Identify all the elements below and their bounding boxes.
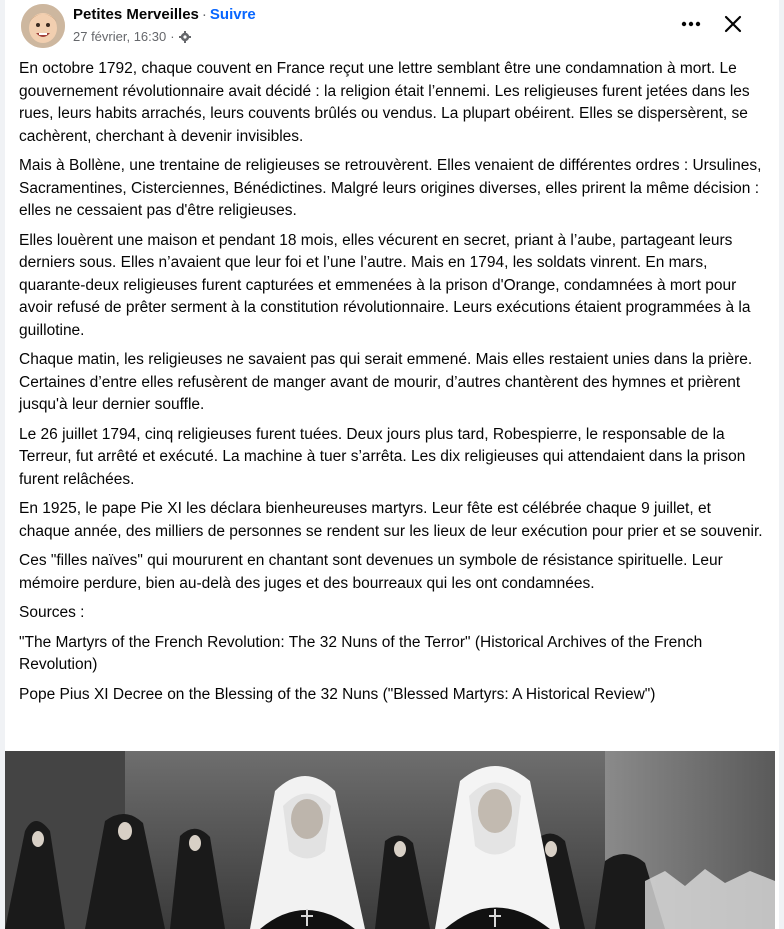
post-photo[interactable] (5, 751, 775, 929)
more-options-icon (681, 21, 701, 27)
post-header (5, 0, 779, 52)
more-options-button[interactable] (673, 8, 709, 40)
source-item: Pope Pius XI Decree on the Blessing of the 32 Nuns ("Blessed Martyrs: A Historical Review") (19, 685, 656, 703)
close-icon (724, 15, 742, 33)
post-paragraph: Ces "filles naïves" qui moururent en chantant sont devenues un symbole de résistance spirituelle. Leur mémoire perdure, bien au-delà des juges et des bourreaux qui les ont condamnées. (19, 552, 723, 592)
post-paragraph: Elles louèrent une maison et pendant 18 mois, elles vécurent en secret, priant à l’aube, partageant leurs derniers sous. Elles n’avaient que leur foi et l’une l’autre. Mais en 1794, les soldats vinrent. En mars, quarante-deux religieuses furent capturées et emmenées à la prison d'Orange, condamnées à mort pour avoir refusé de prêter serment à la constitution révolutionnaire. Leurs exécutions étaient programmées à la guillotine. (19, 231, 751, 339)
post-paragraph: En octobre 1792, chaque couvent en France reçut une lettre semblant être une condamnation à mort. Le gouvernement révolutionnaire avait décidé : la religion était l’ennemi. Les religieuses furent jetées dans les rues, leurs habits arrachés, leurs couvents brûlés ou vendus. La plupart obéirent. Elles se dispersèrent, se cachèrent, cherchant à devenir invisibles. (19, 60, 750, 145)
author-name[interactable]: Petites Merveilles (73, 6, 199, 23)
post-paragraph: En 1925, le pape Pie XI les déclara bienheureuses martyrs. Leur fête est célébrée chaque 9 juillet, et chaque année, des milliers de personnes se rendent sur les lieux de leur exécution pour prier et se souvenir. (19, 500, 763, 540)
close-button[interactable] (715, 8, 751, 40)
post-meta (73, 29, 191, 46)
post-paragraph: Chaque matin, les religieuses ne savaient pas qui serait emmené. Mais elles restaient unies dans la prière. Certaines d’entre elles refusèrent de manger avant de mourir, d’autres chantèrent des hymnes et prièrent jusqu'à leur dernier souffle. (19, 351, 753, 413)
post-timestamp[interactable]: 27 février, 16:30 (73, 29, 167, 44)
gear-icon[interactable] (179, 31, 191, 46)
avatar[interactable] (21, 4, 65, 48)
author-line (73, 6, 256, 23)
post-paragraph: Le 26 juillet 1794, cinq religieuses furent tuées. Deux jours plus tard, Robespierre, le responsable de la Terreur, fut arrêté et exécuté. La machine à tuer s’arrêta. Les dix religieuses qui attendaient dans la prison furent relâchées. (19, 425, 746, 488)
source-item: "The Martyrs of the French Revolution: The 32 Nuns of the Terror" (Historical Archives of the French Revolution) (19, 633, 703, 673)
name-separator: · (201, 6, 207, 23)
follow-button[interactable]: Suivre (209, 6, 256, 23)
meta-separator: · (170, 29, 175, 44)
sources-heading: Sources : (19, 604, 85, 621)
post-paragraph: Mais à Bollène, une trentaine de religieuses se retrouvèrent. Elles venaient de différentes ordres : Ursulines, Sacramentines, Cisterciennes, Bénédictines. Malgré leurs origines diverses, elles prirent la même décision : elles ne cessaient pas d'être religieuses. (19, 157, 762, 219)
post-text (5, 52, 779, 706)
facebook-post (5, 0, 779, 929)
